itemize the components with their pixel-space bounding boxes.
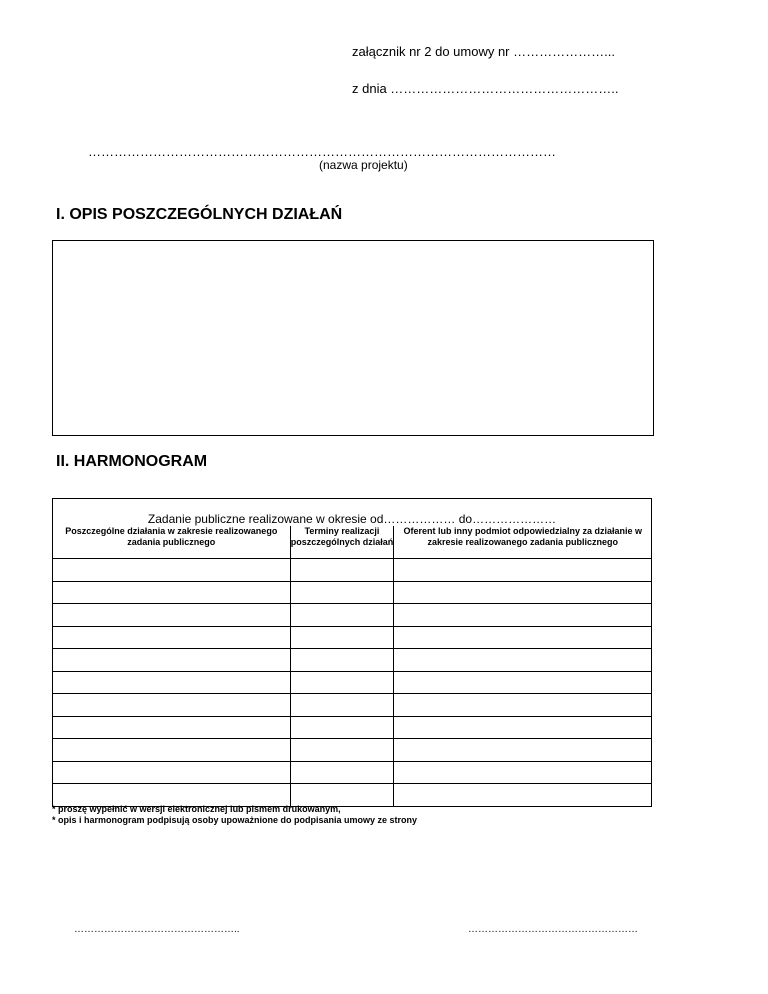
table-row [53,559,652,582]
table-row [53,649,652,672]
signature-line-left: ………………………………………….. [74,924,240,935]
schedule-period-line: Zadanie publiczne realizowane w okresie od……………… do………………… [53,499,652,527]
note-1: * proszę wypełnić w wersji elektronicznej lub pismem drukowanym, [52,804,341,814]
table-row [53,671,652,694]
activity-cell[interactable] [53,671,291,694]
responsible-cell[interactable] [394,671,652,694]
responsible-cell[interactable] [394,604,652,627]
column-header-dates: Terminy realizacji poszczególnych działań [290,526,394,559]
annex-date-line: z dnia …………………………………………….. [352,81,619,96]
activity-cell[interactable] [53,649,291,672]
section-title-schedule: II. HARMONOGRAM [56,453,208,470]
date-cell[interactable] [290,694,394,717]
date-cell[interactable] [290,671,394,694]
description-box[interactable] [52,240,654,436]
project-name-caption: (nazwa projektu) [319,158,408,172]
table-row [53,626,652,649]
activity-cell[interactable] [53,716,291,739]
activity-cell[interactable] [53,559,291,582]
table-row [53,604,652,627]
date-cell[interactable] [290,739,394,762]
activity-cell[interactable] [53,784,291,807]
table-row [53,581,652,604]
date-cell[interactable] [290,649,394,672]
project-name-dots: ……………………………………………………………………………………………… [88,144,556,159]
annex-number-line: załącznik nr 2 do umowy nr …………………... [352,44,615,59]
date-cell[interactable] [290,626,394,649]
responsible-cell[interactable] [394,581,652,604]
activity-cell[interactable] [53,739,291,762]
activity-cell[interactable] [53,604,291,627]
date-cell[interactable] [290,581,394,604]
column-header-activities: Poszczególne działania w zakresie realizowanego zadania publicznego [53,526,291,559]
schedule-table [52,498,652,807]
table-row [53,761,652,784]
responsible-cell[interactable] [394,784,652,807]
activity-cell[interactable] [53,626,291,649]
table-row [53,694,652,717]
activity-cell[interactable] [53,761,291,784]
date-cell[interactable] [290,761,394,784]
column-header-responsible: Oferent lub inny podmiot odpowiedzialny za działanie w zakresie realizowanego zadania publicznego [394,526,652,559]
date-cell[interactable] [290,784,394,807]
signature-line-right: …………………………………………… [468,924,638,935]
table-row [53,716,652,739]
table-row [53,784,652,807]
responsible-cell[interactable] [394,626,652,649]
responsible-cell[interactable] [394,649,652,672]
activity-cell[interactable] [53,694,291,717]
date-cell[interactable] [290,604,394,627]
responsible-cell[interactable] [394,559,652,582]
date-cell[interactable] [290,559,394,582]
note-2: * opis i harmonogram podpisują osoby upoważnione do podpisania umowy ze strony [52,815,418,825]
responsible-cell[interactable] [394,761,652,784]
activity-cell[interactable] [53,581,291,604]
responsible-cell[interactable] [394,739,652,762]
table-row [53,739,652,762]
responsible-cell[interactable] [394,694,652,717]
date-cell[interactable] [290,716,394,739]
responsible-cell[interactable] [394,716,652,739]
section-title-description: I. OPIS POSZCZEGÓLNYCH DZIAŁAŃ [56,206,343,223]
